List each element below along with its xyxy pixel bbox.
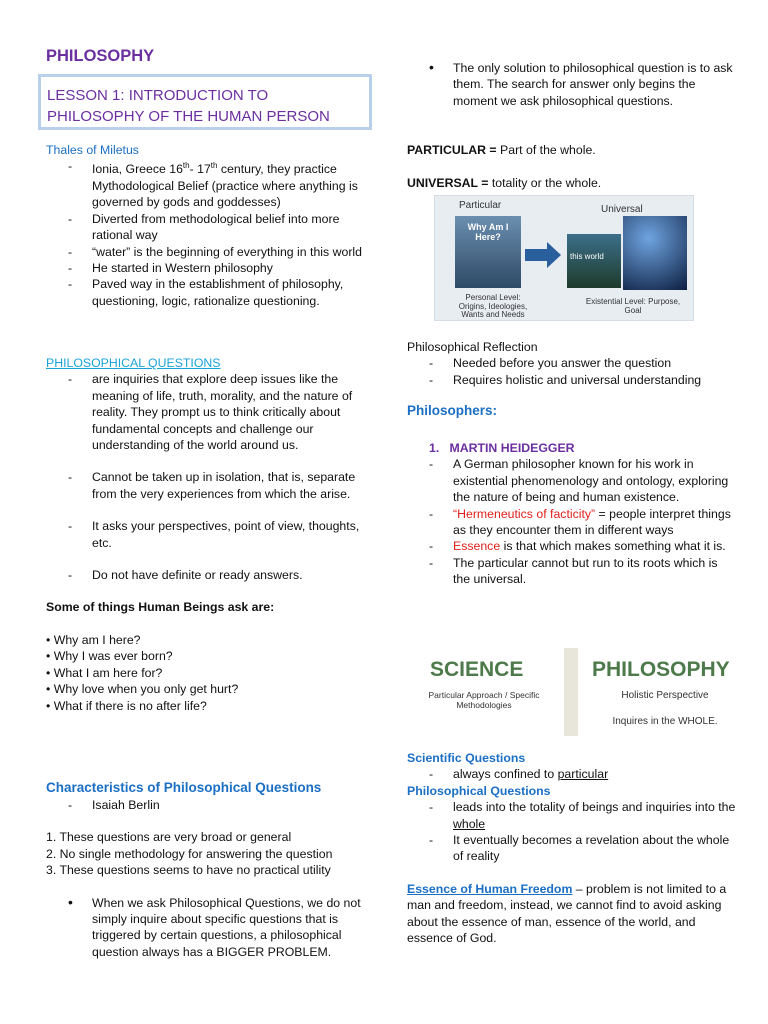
chars-section <box>46 779 366 960</box>
lesson-title: LESSON 1: INTRODUCTION TO PHILOSOPHY OF THE HUMAN PERSON <box>47 87 330 125</box>
list-item: - are inquiries that explore deep issues like the meaning of life, truth, morality, and the nature of reality. They prompt us to think critically about fundamental concepts and challenge our understanding of the world around us. <box>46 371 366 453</box>
list-item: • What I am here for? <box>46 665 163 680</box>
pq-section <box>46 355 366 714</box>
list-item: - The particular cannot but run to its roots which is the universal. <box>407 555 737 588</box>
list-item: - It eventually becomes a revelation about the whole of reality <box>407 832 737 865</box>
divider <box>564 648 578 736</box>
list-item: 1. These questions are very broad or general <box>46 830 292 845</box>
phil-heading: Philosophical Questions <box>407 783 551 798</box>
list-item: 3. These questions seems to have no practical utility <box>46 863 331 878</box>
list-item: - Isaiah Berlin <box>46 797 366 813</box>
freedom-section: Essence of Human Freedom – problem is not limited to a man and freedom, instead, we cannot find to avoid asking about the essence of man, essence of the world, and essence of God. <box>407 882 727 946</box>
list-item: - Essence is that which makes something what it is. <box>407 538 737 554</box>
list-item: - “Hermeneutics of facticity” = people interpret things as they encounter them in different ways <box>407 506 737 539</box>
list-item: • The only solution to philosophical question is to ask them. The search for answer only begins the moment we ask philosophical questions. <box>407 60 737 109</box>
reflection-heading: Philosophical Reflection <box>407 340 538 354</box>
pq-heading[interactable]: PHILOSOPHICAL QUESTIONS <box>46 356 221 370</box>
this-world-image: this world <box>567 234 621 288</box>
list-item: • What if there is no after life? <box>46 698 207 713</box>
freedom-link[interactable]: Essence of Human Freedom <box>407 882 573 896</box>
list-item: 2. No single methodology for answering the question <box>46 846 333 861</box>
list-item: • Why I was ever born? <box>46 649 173 664</box>
thales-heading: Thales of Miletus <box>46 143 139 157</box>
heidegger-title: 1. MARTIN HEIDEGGER <box>429 441 575 455</box>
reflection-section <box>407 339 737 388</box>
thales-section <box>46 142 366 309</box>
right-top <box>407 60 737 109</box>
list-item: - Diverted from methodological belief into more rational way <box>46 211 366 244</box>
list-item: - Ionia, Greece 16th- 17th century, they practice Mythodological Belief (practice where anything is governed by gods and goddesses) <box>46 158 366 210</box>
list-item: - He started in Western philosophy <box>46 260 366 276</box>
particular-universal-image: Particular Universal Why Am I Here? this world Personal Level: Origins, Ideologies, Wants and Needs Existential Level: Purpose, Goal <box>434 195 694 321</box>
chars-heading: Characteristics of Philosophical Questions <box>46 780 322 795</box>
particular-def: PARTICULAR = Part of the whole. <box>407 143 596 157</box>
numbered-list <box>46 829 366 878</box>
sci-heading: Scientific Questions <box>407 751 526 765</box>
list-item: - Do not have definite or ready answers. <box>46 567 366 583</box>
universal-def: UNIVERSAL = totality or the whole. <box>407 176 602 190</box>
why-image: Why Am I Here? <box>455 216 521 288</box>
heidegger-section <box>407 440 737 588</box>
list-item: - Paved way in the establishment of philosophy, questioning, logic, rationalize questioning. <box>46 276 366 309</box>
list-item: • Why am I here? <box>46 632 141 647</box>
ask-heading: Some of things Human Beings ask are: <box>46 600 275 615</box>
list-item: • When we ask Philosophical Questions, we do not simply inquire about specific questions that is triggered by certain questions, a philosophical question always has a BIGGER PROBLEM. <box>46 895 366 961</box>
philosophers-heading: Philosophers: <box>407 403 498 418</box>
lesson-title-box <box>38 74 372 130</box>
list-item: - Requires holistic and universal understanding <box>407 372 737 388</box>
list-item: - Cannot be taken up in isolation, that is, separate from the very experiences from which the arise. <box>46 469 366 502</box>
list-item: - Needed before you answer the question <box>407 355 737 371</box>
list-item: - leads into the totality of beings and inquiries into the whole <box>407 799 737 832</box>
list-item: - always confined to particular <box>407 766 737 782</box>
science-philosophy-image: SCIENCE Particular Approach / Specific Methodologies PHILOSOPHY Holistic Perspective Inquires in the WHOLE. <box>416 648 746 736</box>
universe-image <box>623 216 687 290</box>
list-item: - It asks your perspectives, point of view, thoughts, etc. <box>46 518 366 551</box>
list-item: - “water” is the beginning of everything in this world <box>46 244 366 260</box>
ask-list <box>46 632 366 714</box>
list-item: - A German philosopher known for his work in existential phenomenology and ontology, exploring the nature of being and human existence. <box>407 456 737 505</box>
questions-section <box>407 750 737 865</box>
arrow-right-icon <box>525 240 563 270</box>
page-title: PHILOSOPHY <box>46 47 155 65</box>
list-item: • Why love when you only get hurt? <box>46 682 239 697</box>
